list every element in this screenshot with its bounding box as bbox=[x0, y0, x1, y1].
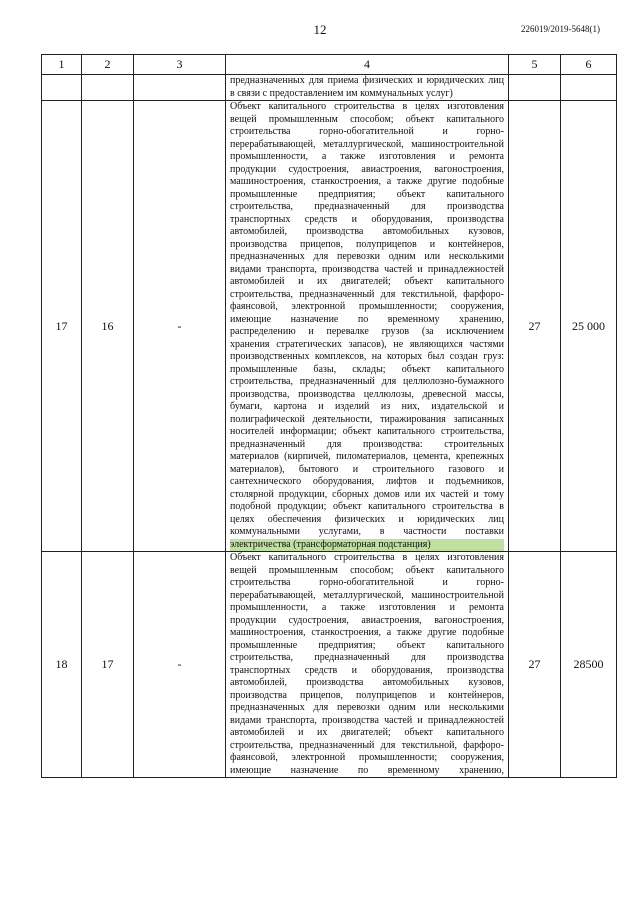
text-line: строительства горно-обогатительной и горно- bbox=[230, 126, 504, 137]
text-line: строительства, предназначенный для производства bbox=[230, 201, 504, 212]
land-plots-table bbox=[41, 54, 617, 778]
table-row bbox=[42, 101, 617, 552]
text-line: в связи с предоставлением им коммунальных услуг) bbox=[230, 87, 453, 99]
text-line: имеющие назначение по временному хранению, bbox=[230, 313, 504, 325]
column-header: 5 bbox=[509, 55, 561, 75]
text-line: вещей промышленным способом; объект капитального bbox=[230, 564, 504, 576]
text-line: продукции судостроения, авиастроения, вагоностроения, bbox=[230, 614, 504, 626]
text-line: перерабатывающей, металлургической, машиностроительной bbox=[230, 138, 504, 150]
price-cell: 25 000 bbox=[561, 101, 617, 552]
text-line: Объект капитального строительства в целях изготовления bbox=[230, 552, 504, 563]
document-id: 226019/2019-5648(1) bbox=[521, 24, 600, 34]
column-header: 1 bbox=[42, 55, 82, 75]
text-line: материалов), бытового и строительного газового и bbox=[230, 463, 504, 475]
column-header: 6 bbox=[561, 55, 617, 75]
zone-number: 16 bbox=[82, 101, 134, 552]
text-line: транспортных средств и оборудования, производства bbox=[230, 664, 504, 676]
column-header: 3 bbox=[134, 55, 226, 75]
cadastral-cell: - bbox=[134, 101, 226, 552]
text-line: Объект капитального строительства в целях изготовления bbox=[230, 101, 504, 112]
text-line: строительства горно-обогатительной и горно- bbox=[230, 577, 504, 588]
text-line: хранения стратегических запасов), не являющихся частями bbox=[230, 338, 504, 350]
row-number: 17 bbox=[42, 101, 82, 552]
column-header: 2 bbox=[82, 55, 134, 75]
text-line: автомобилей, производства автомобильных кузовов, bbox=[230, 226, 504, 237]
text-line: строительства, предназначенный для производства bbox=[230, 652, 504, 663]
continuation-row bbox=[42, 75, 617, 101]
text-line: материалов (кирпичей, пиломатериалов, цемента, крепежных bbox=[230, 451, 504, 462]
text-line: промышленные базы, склады; объект капитального bbox=[230, 363, 504, 375]
text-line: перерабатывающей, металлургической, машиностроительной bbox=[230, 589, 504, 601]
text-line: полиграфической деятельности, тиражирования записанных bbox=[230, 413, 504, 425]
text-line: промышленности, а также изготовления и ремонта bbox=[230, 151, 504, 162]
text-line: производства прицепов, полуприцепов и контейнеров, bbox=[230, 238, 504, 250]
page-number: 12 bbox=[313, 22, 327, 37]
text-line: столярной продукции, сборных домов или их частей и тому bbox=[230, 488, 504, 500]
text-line: распределению и перевалке грузов (за исключением bbox=[230, 326, 504, 337]
text-line: строительства, предназначенный для текстильной, фарфоро- bbox=[230, 288, 504, 300]
text-line: производства, производства целлюлозы, древесной массы, bbox=[230, 388, 504, 400]
text-line: имеющие назначение по временному хранению, bbox=[230, 764, 504, 776]
table-row bbox=[42, 552, 617, 778]
text-line: предназначенный для производства: строительных bbox=[230, 438, 504, 450]
text-line: коммунальными услугами, в частности поставки bbox=[230, 526, 504, 537]
table-cell bbox=[82, 75, 134, 101]
text-line: строительства, предназначенный для текстильной, фарфоро- bbox=[230, 739, 504, 751]
table-cell bbox=[42, 75, 82, 101]
cadastral-cell: - bbox=[134, 552, 226, 778]
text-line: электричества (трансформаторная подстанция) bbox=[230, 539, 504, 552]
text-line: видами транспорта, производства частей и принадлежностей bbox=[230, 263, 504, 275]
text-line: видами транспорта, производства частей и принадлежностей bbox=[230, 714, 504, 726]
text-line: целях обеспечения физических и юридических лиц bbox=[230, 513, 504, 525]
table-cell bbox=[134, 75, 226, 101]
table-cell bbox=[561, 75, 617, 101]
text-line: вещей промышленным способом; объект капитального bbox=[230, 113, 504, 125]
text-line: машиностроения, станкостроения, а также другие подобные bbox=[230, 176, 504, 187]
text-line: предназначенных для приема физических и юридических лиц bbox=[230, 75, 504, 86]
value-cell: 27 bbox=[509, 101, 561, 552]
text-line: носителей информации; объект капитального строительства, bbox=[230, 426, 504, 437]
text-line: подобной продукции; объект капитального строительства в bbox=[230, 501, 504, 512]
text-line: предназначенных для перевозки одним или несколькими bbox=[230, 702, 504, 713]
text-line: автомобилей, производства автомобильных кузовов, bbox=[230, 677, 504, 688]
text-line: строительства, предназначенный для целлюлозно-бумажного bbox=[230, 376, 504, 387]
text-line: производства прицепов, полуприцепов и контейнеров, bbox=[230, 689, 504, 701]
price-cell: 28500 bbox=[561, 552, 617, 778]
zone-number: 17 bbox=[82, 552, 134, 778]
text-line: промышленности, а также изготовления и ремонта bbox=[230, 602, 504, 613]
column-header: 4 bbox=[226, 55, 509, 75]
text-line: продукции судостроения, авиастроения, вагоностроения, bbox=[230, 163, 504, 175]
text-line: транспортных средств и оборудования, производства bbox=[230, 213, 504, 225]
text-line: промышленные предприятия; объект капитального bbox=[230, 188, 504, 200]
description-cell bbox=[226, 552, 509, 778]
text-line: сантехнического оборудования, лифтов и подъемников, bbox=[230, 476, 504, 487]
value-cell: 27 bbox=[509, 552, 561, 778]
text-line: бумаги, картона и изделий из них, издательской и bbox=[230, 401, 504, 412]
text-line: автомобилей и их двигателей; объект капитального bbox=[230, 727, 504, 738]
row-number: 18 bbox=[42, 552, 82, 778]
description-cell bbox=[226, 75, 509, 101]
text-line: фаянсовой, электронной промышленности; сооружения, bbox=[230, 752, 504, 763]
description-cell bbox=[226, 101, 509, 552]
table-cell bbox=[509, 75, 561, 101]
table-header-row bbox=[42, 55, 617, 75]
text-line: фаянсовой, электронной промышленности; сооружения, bbox=[230, 301, 504, 312]
text-line: автомобилей и их двигателей; объект капитального bbox=[230, 276, 504, 287]
text-line: производственных комплексов, на которых был создан груз: bbox=[230, 351, 504, 362]
text-line: машиностроения, станкостроения, а также другие подобные bbox=[230, 627, 504, 638]
text-line: предназначенных для перевозки одним или несколькими bbox=[230, 251, 504, 262]
text-line: промышленные предприятия; объект капитального bbox=[230, 639, 504, 651]
